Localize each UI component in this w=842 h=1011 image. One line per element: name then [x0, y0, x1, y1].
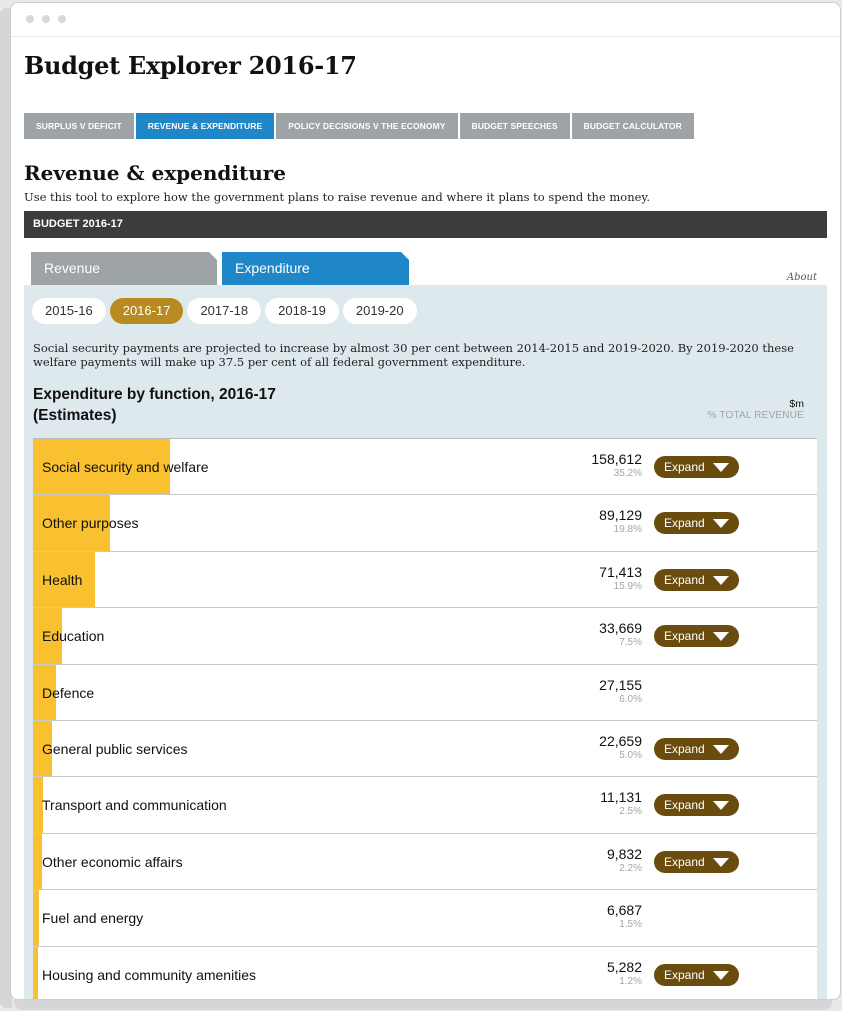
browser-window — [10, 2, 841, 1000]
expand-button-label: Expand — [664, 742, 705, 756]
row-percent: 2.2% — [619, 862, 642, 874]
chart-area — [24, 285, 827, 1000]
row-label: Housing and community amenities — [42, 966, 256, 983]
nav-tab-policy-decisions[interactable]: POLICY DECISIONS V THE ECONOMY — [276, 113, 457, 139]
table-row — [33, 721, 817, 777]
expand-button[interactable] — [654, 794, 739, 816]
row-percent: 15.9% — [613, 580, 642, 592]
expand-button[interactable] — [654, 964, 739, 986]
row-percent: 1.2% — [619, 975, 642, 987]
expenditure-bar — [33, 834, 42, 889]
table-row — [33, 665, 817, 721]
chart-title-line1: Expenditure by function, 2016-17 — [33, 386, 276, 403]
nav-tab-revenue-expenditure[interactable]: REVENUE & EXPENDITURE — [136, 113, 275, 139]
row-percent: 7.5% — [619, 637, 642, 649]
chevron-down-icon — [713, 632, 729, 641]
row-label: Fuel and energy — [42, 910, 144, 927]
expenditure-bar — [33, 890, 39, 945]
section-title: Revenue & expenditure — [24, 161, 287, 185]
row-percent: 2.5% — [619, 806, 642, 818]
expand-button[interactable] — [654, 456, 739, 478]
expenditure-rows — [33, 438, 817, 1000]
window-shadow-bottom — [14, 1000, 832, 1010]
row-value: 27,155 — [599, 676, 642, 693]
nav-tab-surplus-deficit[interactable]: SURPLUS V DEFICIT — [24, 113, 134, 139]
expand-button-label: Expand — [664, 460, 705, 474]
row-percent: 35.2% — [613, 468, 642, 479]
window-dot-icon[interactable] — [42, 15, 50, 23]
window-titlebar — [11, 3, 840, 37]
expand-button[interactable] — [654, 738, 739, 760]
chevron-down-icon — [713, 858, 729, 867]
row-value: 9,832 — [606, 845, 642, 862]
app-title: Budget Explorer 2016-17 — [24, 51, 357, 80]
tab-expenditure-label: Expenditure — [235, 260, 310, 276]
nav-tab-budget-calculator[interactable]: BUDGET CALCULATOR — [572, 113, 694, 139]
row-label: Education — [42, 628, 105, 645]
table-row — [33, 552, 817, 608]
year-selector — [32, 298, 421, 324]
chevron-down-icon — [713, 745, 729, 754]
chevron-down-icon — [713, 463, 729, 472]
expand-button-label: Expand — [664, 629, 705, 644]
row-percent: 19.8% — [613, 524, 642, 536]
main-nav — [24, 113, 696, 139]
table-row — [33, 439, 817, 495]
pct-header-label: % TOTAL REVENUE — [707, 410, 804, 421]
expand-button-label: Expand — [664, 854, 705, 869]
section-description: Use this tool to explore how the government plans to raise revenue and where it plans to spend the money. — [24, 190, 651, 204]
chevron-down-icon — [713, 801, 729, 810]
expenditure-bar — [33, 947, 38, 1000]
expand-button-label: Expand — [664, 516, 705, 531]
expand-button-label: Expand — [664, 967, 705, 982]
chart-title — [33, 384, 276, 426]
chevron-down-icon — [713, 576, 729, 585]
table-row — [33, 834, 817, 890]
row-label: Social security and welfare — [42, 459, 209, 475]
budget-panel — [24, 211, 827, 1000]
row-percent: 1.5% — [619, 919, 642, 931]
row-percent: 5.0% — [619, 750, 642, 761]
expand-button-label: Expand — [664, 572, 705, 587]
row-label: Transport and communication — [42, 797, 227, 814]
row-value: 158,612 — [591, 451, 642, 467]
row-value: 11,131 — [600, 789, 642, 806]
chart-note: Social security payments are projected to increase by almost 30 per cent between 2014-2015 and 2019-2020. By 2019-2020 these welfare payments will make up 37.5 per cent of all federal government expenditure. — [33, 341, 794, 369]
year-pill-2019-20[interactable]: 2019-20 — [343, 298, 417, 324]
year-pill-2017-18[interactable]: 2017-18 — [187, 298, 261, 324]
row-label: Health — [42, 571, 83, 588]
tab-revenue[interactable] — [31, 252, 217, 285]
expand-button[interactable] — [654, 851, 739, 873]
tab-expenditure[interactable] — [222, 252, 409, 285]
table-row — [33, 608, 817, 664]
expand-button-label: Expand — [664, 798, 705, 813]
about-link[interactable]: About — [786, 272, 817, 283]
row-percent: 6.0% — [619, 693, 642, 705]
expand-button[interactable] — [654, 512, 739, 534]
row-value: 89,129 — [599, 507, 642, 524]
row-label: Other economic affairs — [42, 853, 183, 870]
chevron-down-icon — [713, 971, 729, 980]
row-value: 6,687 — [606, 902, 642, 919]
unit-label: $m — [789, 398, 804, 410]
year-pill-2016-17[interactable]: 2016-17 — [110, 298, 184, 324]
panel-header: BUDGET 2016-17 — [24, 211, 827, 238]
chart-title-line2: (Estimates) — [33, 407, 117, 424]
year-pill-2018-19[interactable]: 2018-19 — [265, 298, 339, 324]
row-label: General public services — [42, 741, 188, 757]
window-dot-icon[interactable] — [26, 15, 34, 23]
nav-tab-budget-speeches[interactable]: BUDGET SPEECHES — [460, 113, 570, 139]
chevron-down-icon — [713, 519, 729, 528]
table-row — [33, 495, 817, 551]
row-label: Other purposes — [42, 515, 139, 532]
table-row — [33, 947, 817, 1000]
row-value: 33,669 — [599, 620, 642, 637]
tab-revenue-label: Revenue — [44, 260, 101, 276]
year-pill-2015-16[interactable]: 2015-16 — [32, 298, 106, 324]
row-value: 5,282 — [606, 958, 642, 975]
expand-button[interactable] — [654, 625, 739, 647]
table-row — [33, 890, 817, 946]
table-row — [33, 777, 817, 833]
row-value: 22,659 — [599, 733, 642, 749]
row-label: Defence — [42, 684, 95, 701]
expand-button[interactable] — [654, 569, 739, 591]
window-dot-icon[interactable] — [58, 15, 66, 23]
row-value: 71,413 — [599, 563, 642, 580]
